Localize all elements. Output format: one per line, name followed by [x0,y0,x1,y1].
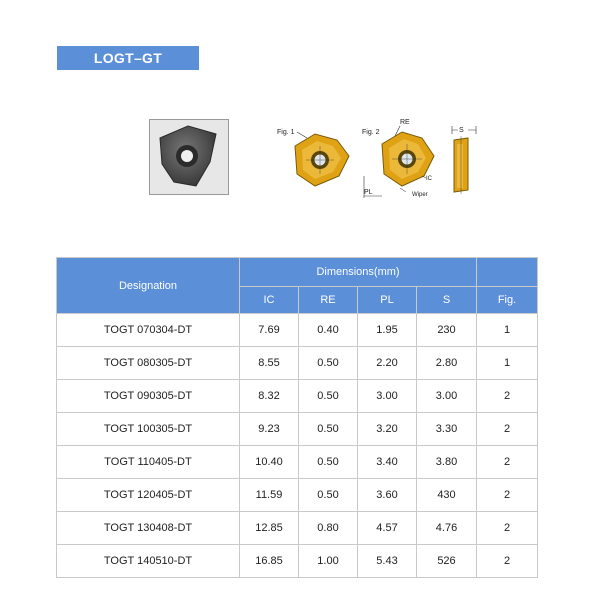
cell-pl: 3.00 [358,380,417,413]
table-row [57,314,538,347]
table-row [57,446,538,479]
cell-pl: 2.20 [358,347,417,380]
side-view-drawing [446,120,486,196]
cell-ic: 9.23 [240,413,299,446]
figure-1-drawing [275,124,360,194]
cell-s: 4.76 [417,512,477,545]
cell-s: 230 [417,314,477,347]
cell-designation: TOGT 090305-DT [57,380,240,413]
blank-header-cell [477,258,538,287]
cell-designation: TOGT 110405-DT [57,446,240,479]
cell-pl: 1.95 [358,314,417,347]
cell-designation: TOGT 130408-DT [57,512,240,545]
table-row [57,347,538,380]
dim-s-label: S [459,127,464,134]
cell-designation: TOGT 100305-DT [57,413,240,446]
cell-designation: TOGT 070304-DT [57,314,240,347]
cell-ic: 11.59 [240,479,299,512]
cell-ic: 12.85 [240,512,299,545]
cell-s: 3.80 [417,446,477,479]
cell-fig: 2 [477,413,538,446]
product-title: LOGT–GT [57,46,199,70]
cell-ic: 7.69 [240,314,299,347]
dimensions-header: Dimensions(mm) [240,258,477,287]
cell-re: 0.50 [299,479,358,512]
cell-fig: 1 [477,347,538,380]
column-header-re: RE [299,287,358,314]
dim-ic-label: IC [426,176,432,182]
table-row [57,413,538,446]
cell-designation: TOGT 140510-DT [57,545,240,578]
fig2-label: Fig. 2 [362,129,380,136]
cell-pl: 3.20 [358,413,417,446]
cell-fig: 2 [477,479,538,512]
table-row [57,479,538,512]
figures-area [0,110,600,210]
dim-pl-label: PL [364,189,373,196]
cell-pl: 4.57 [358,512,417,545]
column-header-s: S [417,287,477,314]
column-header-pl: PL [358,287,417,314]
cell-re: 0.50 [299,347,358,380]
cell-s: 3.30 [417,413,477,446]
cell-fig: 2 [477,512,538,545]
cell-fig: 2 [477,446,538,479]
cell-re: 0.50 [299,413,358,446]
table-row [57,380,538,413]
cell-fig: 2 [477,545,538,578]
cell-pl: 3.40 [358,446,417,479]
fig1-label: Fig. 1 [277,129,295,136]
cell-pl: 3.60 [358,479,417,512]
designation-header: Designation [57,258,240,314]
cell-s: 526 [417,545,477,578]
dim-wiper-label: Wiper [412,192,428,198]
cell-re: 0.40 [299,314,358,347]
cell-ic: 10.40 [240,446,299,479]
cell-s: 3.00 [417,380,477,413]
table-row [57,545,538,578]
column-header-ic: IC [240,287,299,314]
cell-designation: TOGT 080305-DT [57,347,240,380]
column-header-fig: Fig. [477,287,538,314]
dim-re-label: RE [400,119,410,126]
dimensions-table [56,257,538,578]
insert-photo [149,119,229,195]
insert-photo-graphic [150,120,228,194]
cell-ic: 16.85 [240,545,299,578]
table-row [57,512,538,545]
cell-re: 0.50 [299,446,358,479]
cell-ic: 8.32 [240,380,299,413]
cell-re: 1.00 [299,545,358,578]
cell-fig: 2 [477,380,538,413]
cell-fig: 1 [477,314,538,347]
cell-designation: TOGT 120405-DT [57,479,240,512]
cell-re: 0.80 [299,512,358,545]
cell-ic: 8.55 [240,347,299,380]
cell-re: 0.50 [299,380,358,413]
figure-2-drawing [360,116,450,202]
cell-s: 2.80 [417,347,477,380]
cell-pl: 5.43 [358,545,417,578]
cell-s: 430 [417,479,477,512]
